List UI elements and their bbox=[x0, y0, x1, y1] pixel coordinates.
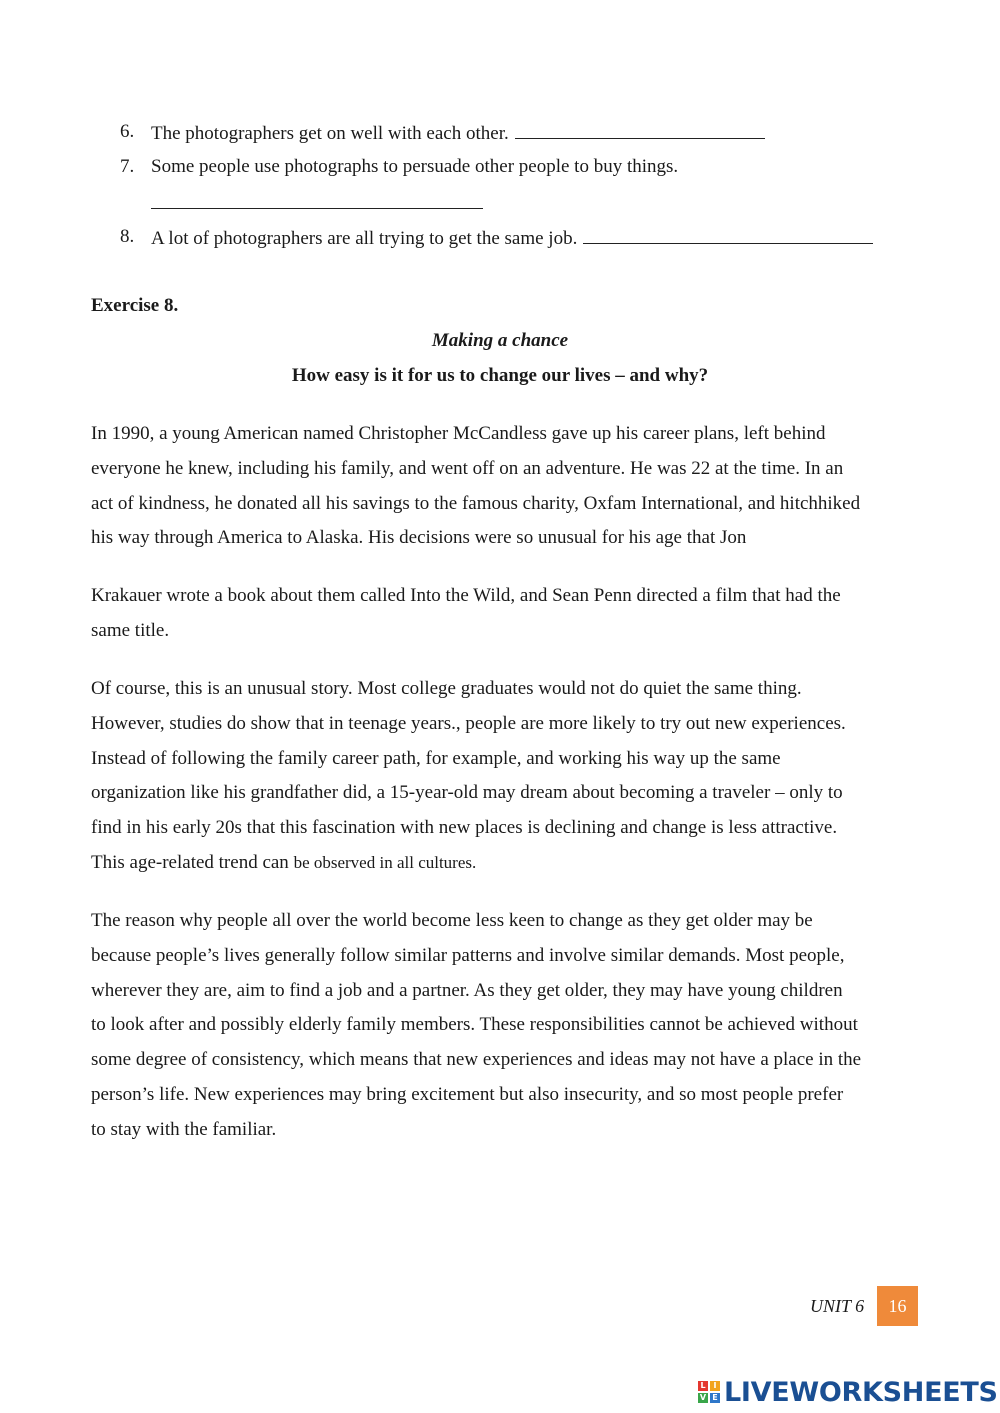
paragraph-line: because people’s lives generally follow similar patterns and involve similar demands. Most people, bbox=[91, 944, 845, 966]
paragraph-2 bbox=[91, 579, 921, 649]
paragraph-line: person’s life. New experiences may bring excitement but also insecurity, and so most people prefer bbox=[91, 1083, 844, 1105]
exercise-heading: Exercise 8. bbox=[91, 295, 179, 316]
paragraph-3 bbox=[91, 672, 921, 881]
logo-text: LIVEWORKSHEETS bbox=[724, 1376, 998, 1408]
paragraph-line bbox=[91, 846, 921, 881]
answer-blank-6[interactable] bbox=[515, 118, 765, 139]
paragraph-1 bbox=[91, 417, 921, 556]
paragraph-line: find in his early 20s that this fascination with new places is declining and change is less attractive. bbox=[91, 817, 838, 839]
paragraph-line: everyone he knew, including his family, and went off on an adventure. He was 22 at the time. In an bbox=[91, 457, 844, 479]
paragraph-line: his way through America to Alaska. His decisions were so unusual for his age that Jon bbox=[91, 527, 747, 549]
question-text: A lot of photographers are all trying to get the same job. bbox=[151, 228, 578, 249]
reading-title: Making a chance bbox=[431, 330, 569, 351]
paragraph-line: to stay with the familiar. bbox=[91, 1118, 277, 1140]
liveworksheets-logo[interactable] bbox=[698, 1372, 998, 1412]
question-number: 6. bbox=[120, 121, 135, 142]
question-text: The photographers get on well with each other. bbox=[151, 123, 509, 144]
paragraph-line: The reason why people all over the world become less keen to change as they get older may be bbox=[91, 910, 813, 931]
paragraph-4 bbox=[91, 904, 921, 1148]
unit-label: UNIT 6 bbox=[810, 1296, 865, 1316]
paragraph-line: Of course, this is an unusual story. Most college graduates would not do quiet the same thing. bbox=[91, 678, 802, 699]
paragraph-fragment: be observed in all cultures. bbox=[293, 852, 477, 872]
reading-subtitle: How easy is it for us to change our lives – and why? bbox=[291, 365, 709, 386]
paragraph-line: same title. bbox=[91, 619, 170, 641]
paragraph-line: Krakauer wrote a book about them called Into the Wild, and Sean Penn directed a film that had the bbox=[91, 585, 841, 606]
paragraph-fragment: This age-related trend can bbox=[91, 851, 294, 873]
logo-mark-icon: L I V E bbox=[698, 1381, 720, 1403]
question-text: Some people use photographs to persuade other people to buy things. bbox=[151, 156, 679, 177]
paragraph-line: act of kindness, he donated all his savings to the famous charity, Oxfam International, and hitchhiked bbox=[91, 492, 861, 514]
paragraph-line: Instead of following the family career path, for example, and working his way up the same bbox=[91, 747, 781, 769]
question-number: 7. bbox=[120, 156, 135, 177]
page-number: 16 bbox=[877, 1286, 918, 1326]
answer-blank-7[interactable] bbox=[151, 188, 483, 209]
question-number: 8. bbox=[120, 226, 135, 247]
answer-blank-8[interactable] bbox=[583, 223, 873, 244]
paragraph-line: to look after and possibly elderly family members. These responsibilities cannot be achieved without bbox=[91, 1014, 858, 1036]
paragraph-line: some degree of consistency, which means that new experiences and ideas may not have a place in the bbox=[91, 1049, 862, 1071]
paragraph-line: In 1990, a young American named Christopher McCandless gave up his career plans, left behind bbox=[91, 423, 826, 444]
paragraph-line: wherever they are, aim to find a job and a partner. As they get older, they may have young children bbox=[91, 979, 843, 1001]
paragraph-line: organization like his grandfather did, a 15-year-old may dream about becoming a traveler – only to bbox=[91, 782, 843, 804]
paragraph-line: However, studies do show that in teenage years., people are more likely to try out new experiences. bbox=[91, 712, 846, 734]
